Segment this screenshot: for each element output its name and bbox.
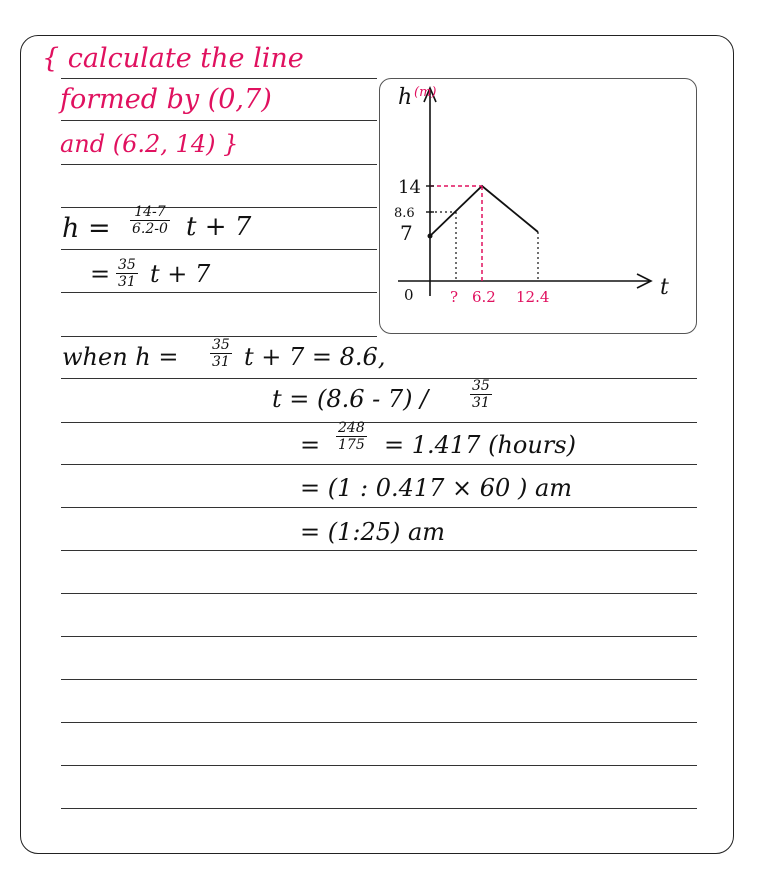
when-denominator: 31 xyxy=(212,354,230,370)
x-tick-label-12-4: 12.4 xyxy=(516,288,550,306)
x-tick-label-unknown: ? xyxy=(450,288,459,306)
result-rhs: = 1.417 (hours) xyxy=(384,431,576,459)
rule-line xyxy=(61,636,697,637)
x-axis-label: t xyxy=(660,275,669,300)
rule-line xyxy=(61,679,697,680)
result-numerator: 248 xyxy=(338,420,365,436)
rule-line xyxy=(61,593,697,594)
result-fraction xyxy=(336,420,367,453)
eq2-denominator: 31 xyxy=(118,274,136,290)
rule-line xyxy=(61,78,377,79)
x-tick-label-6-2: 6.2 xyxy=(472,288,496,306)
y-axis-unit: (m) xyxy=(414,85,437,100)
heading-line-3: and (6.2, 14) } xyxy=(60,130,239,158)
eq1-rhs: t + 7 xyxy=(186,212,252,242)
eq2-numerator: 35 xyxy=(118,257,136,273)
t-fraction xyxy=(470,378,492,411)
eq1-lhs: h = xyxy=(62,213,111,244)
rule-line xyxy=(61,722,697,723)
when-numerator: 35 xyxy=(212,337,230,353)
result-denominator: 175 xyxy=(338,437,365,453)
y-axis-label: h xyxy=(398,85,413,110)
time-line-1: = (1 : 0.417 × 60 ) am xyxy=(300,474,573,502)
rule-line xyxy=(61,422,697,423)
y-tick-label-7: 7 xyxy=(400,221,413,245)
t-numerator: 35 xyxy=(472,378,490,394)
eq1-numerator: 14-7 xyxy=(130,204,170,221)
rule-line xyxy=(61,292,377,293)
when-fraction xyxy=(210,337,232,370)
when-text: when h = xyxy=(62,343,179,371)
rule-line xyxy=(61,550,697,551)
eq2-rhs: t + 7 xyxy=(150,260,211,288)
rule-line xyxy=(61,120,377,121)
rule-line xyxy=(61,249,377,250)
rule-line xyxy=(61,464,697,465)
eq1-denominator: 6.2-0 xyxy=(132,221,168,237)
result-equals: = xyxy=(300,431,321,459)
t-equation: t = (8.6 - 7) / xyxy=(272,385,429,413)
rule-line xyxy=(61,808,697,809)
heading-line-2: formed by (0,7) xyxy=(60,84,272,115)
rule-line xyxy=(61,765,697,766)
y-tick-label-14: 14 xyxy=(398,177,421,198)
rule-line xyxy=(61,378,697,379)
rule-line xyxy=(61,164,377,165)
eq2-fraction xyxy=(116,257,138,290)
rule-line xyxy=(61,507,697,508)
eq2-lhs: = xyxy=(90,260,111,288)
rule-line xyxy=(61,207,377,208)
t-denominator: 31 xyxy=(472,395,490,411)
time-line-2: = (1:25) am xyxy=(300,518,446,546)
heading-line-1: { calculate the line xyxy=(42,43,304,74)
when-rhs: t + 7 = 8.6, xyxy=(244,343,386,371)
graph-panel xyxy=(379,78,697,334)
x-tick-label-0: 0 xyxy=(404,286,414,304)
y-tick-label-8-6: 8.6 xyxy=(394,206,415,221)
eq1-fraction xyxy=(130,204,170,237)
